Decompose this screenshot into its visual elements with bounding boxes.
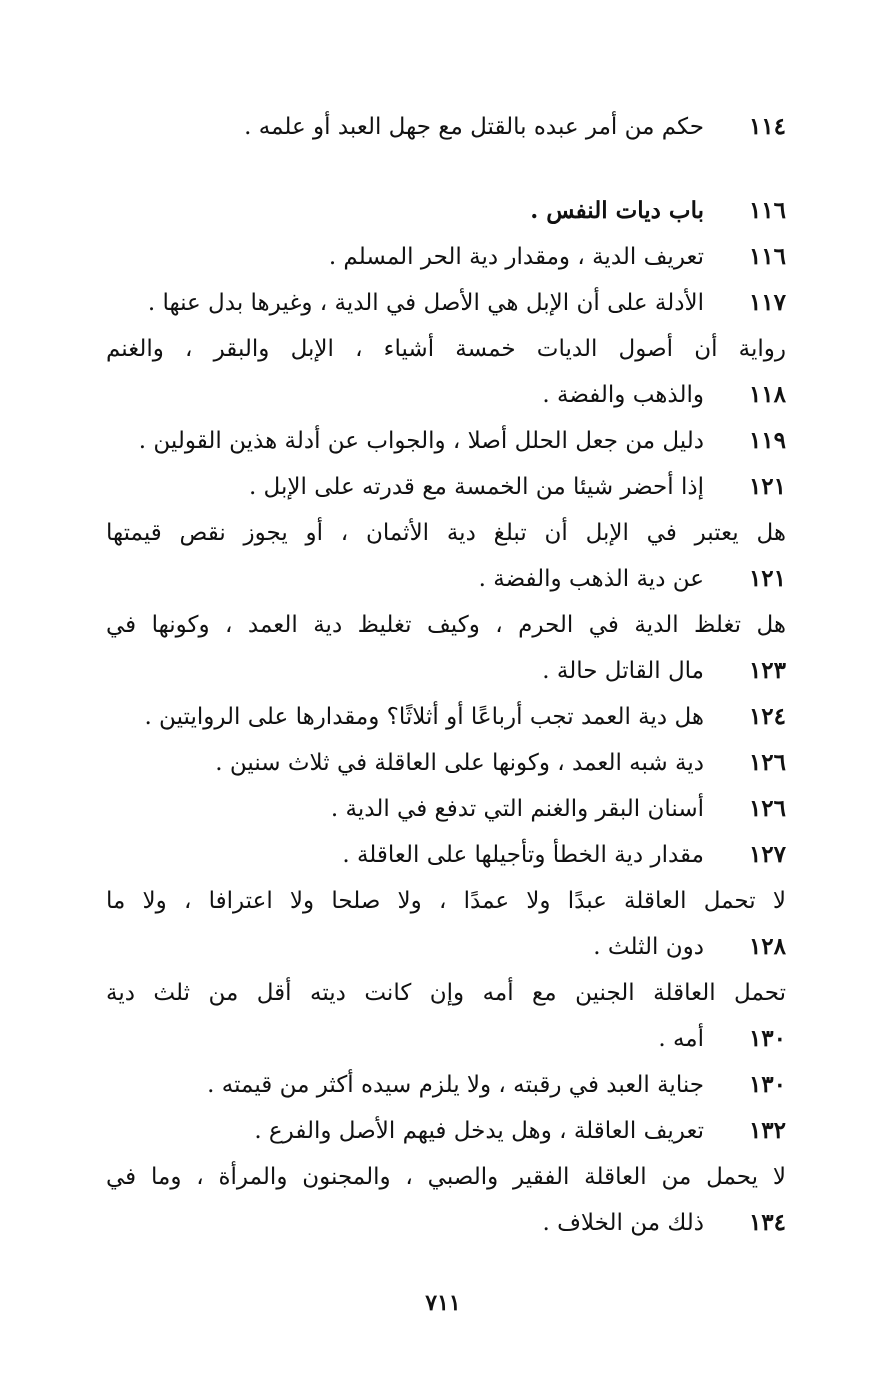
toc-entry-text: مال القاتل حالة .: [542, 658, 704, 684]
toc-entry: [106, 234, 786, 280]
toc-page-number: ١٣٠: [748, 1025, 786, 1052]
toc-page-number: ١١٩: [748, 427, 786, 454]
toc-page-number: ١١٨: [748, 381, 786, 408]
toc-entry: [106, 372, 786, 418]
toc-entry-text: الأدلة على أن الإبل هي الأصل في الدية ، وغيرها بدل عنها .: [147, 290, 704, 316]
toc-page-number: ١١٤: [748, 113, 786, 140]
toc-section-heading: [106, 188, 786, 234]
toc-entry: [106, 832, 786, 878]
toc-entry-text: مقدار دية الخطأ وتأجيلها على العاقلة .: [342, 842, 704, 868]
toc-entry: [106, 740, 786, 786]
toc-page-number: ١٣٢: [748, 1117, 786, 1144]
toc-entry: [106, 694, 786, 740]
toc-entry: [106, 418, 786, 464]
toc-page-number: ١١٦: [748, 243, 786, 270]
toc-page-number: ١٢٦: [748, 749, 786, 776]
toc-page-number: ١٢٣: [748, 657, 786, 684]
page-number: ٧١١: [425, 1290, 461, 1316]
toc-entry-text: حكم من أمر عبده بالقتل مع جهل العبد أو علمه .: [244, 114, 704, 140]
toc-entry-text: والذهب والفضة .: [542, 382, 704, 408]
toc-entry-text: أسنان البقر والغنم التي تدفع في الدية .: [330, 796, 704, 822]
toc-entry-text: تعريف العاقلة ، وهل يدخل فيهم الأصل والفرع .: [254, 1118, 704, 1144]
toc-entry-text: إذا أحضر شيئا من الخمسة مع قدرته على الإبل .: [248, 474, 704, 500]
toc-entry-text: دية شبه العمد ، وكونها على العاقلة في ثلاث سنين .: [215, 750, 704, 776]
toc-entry-text: جناية العبد في رقبته ، ولا يلزم سيده أكثر من قيمته .: [207, 1072, 704, 1098]
toc-entry-text: دون الثلث .: [593, 934, 704, 960]
toc-entry: [106, 104, 786, 150]
toc-entry-text-line: رواية أن أصول الديات خمسة أشياء ، الإبل والبقر ، والغنم: [106, 336, 786, 362]
toc-entry: [106, 786, 786, 832]
toc-entry-text: هل دية العمد تجب أرباعًا أو أثلاثًا؟ ومقدارها على الروايتين .: [144, 704, 704, 730]
toc-entry: [106, 1200, 786, 1246]
toc-entry-text-line: لا يحمل من العاقلة الفقير والصبي ، والمجنون والمرأة ، وما في: [106, 1164, 786, 1190]
toc-page-number: ١١٦: [748, 197, 786, 224]
toc-entry-text: ذلك من الخلاف .: [542, 1210, 704, 1236]
toc-page-number: ١١٧: [748, 289, 786, 316]
toc-page-number: ١٢١: [748, 473, 786, 500]
toc-entry: [106, 280, 786, 326]
table-of-contents: [106, 104, 786, 1246]
toc-entry: [106, 1016, 786, 1062]
toc-entry: [106, 1108, 786, 1154]
toc-entry-text: عن دية الذهب والفضة .: [478, 566, 704, 592]
toc-entry-text-line: هل تغلظ الدية في الحرم ، وكيف تغليظ دية العمد ، وكونها في: [106, 612, 786, 638]
toc-heading-text: باب ديات النفس .: [530, 197, 704, 224]
toc-page-number: ١٢٧: [748, 841, 786, 868]
toc-entry: [106, 556, 786, 602]
toc-page-number: ١٣٠: [748, 1071, 786, 1098]
toc-page-number: ١٣٤: [748, 1209, 786, 1236]
toc-entry: [106, 924, 786, 970]
toc-entry-text: أمه .: [658, 1026, 704, 1052]
toc-entry-text: دليل من جعل الحلل أصلا ، والجواب عن أدلة هذين القولين .: [138, 428, 704, 454]
toc-entry: [106, 464, 786, 510]
toc-entry-text-line: لا تحمل العاقلة عبدًا ولا عمدًا ، ولا صلحا ولا اعترافا ، ولا ما: [106, 888, 786, 914]
toc-entry-text-line: تحمل العاقلة الجنين مع أمه وإن كانت ديته أقل من ثلث دية: [106, 980, 786, 1006]
toc-page-number: ١٢١: [748, 565, 786, 592]
toc-page-number: ١٢٨: [748, 933, 786, 960]
toc-entry: [106, 648, 786, 694]
toc-entry-text: تعريف الدية ، ومقدار دية الحر المسلم .: [328, 244, 704, 270]
toc-entry: [106, 1062, 786, 1108]
toc-page-number: ١٢٤: [748, 703, 786, 730]
toc-page-number: ١٢٦: [748, 795, 786, 822]
toc-entry-text-line: هل يعتبر في الإبل أن تبلغ دية الأثمان ، أو يجوز نقص قيمتها: [106, 520, 786, 546]
